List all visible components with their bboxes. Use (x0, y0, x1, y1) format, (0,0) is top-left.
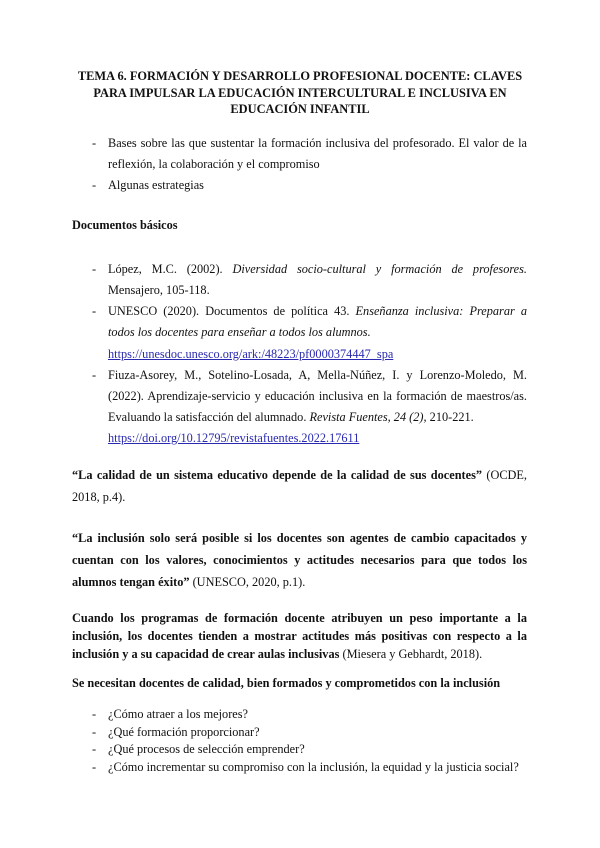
title-line: EDUCACIÓN INFANTIL (230, 102, 370, 117)
reference-link[interactable]: https://doi.org/10.12795/revistafuentes.2022.17611 (108, 431, 360, 446)
question-item: - ¿Cómo incrementar su compromiso con la inclusión, la equidad y la justicia social? (72, 759, 527, 777)
reference-title: Diversidad socio-cultural y formación de profesores. (232, 262, 527, 276)
statement-text: Cuando los programas de formación docente atribuyen un peso importante a la inclusión, los docentes tienden a mostrar actitudes más positivas con respecto a la inclusión y a su capacidad de crear aulas inclusivas (72, 611, 527, 662)
references-list (72, 259, 527, 449)
quote-text: “La inclusión solo será posible si los docentes son agentes de cambio capacitados y cuentan con los valores, conocimientos y actitudes necesarios para que todos los alumnos tengan éxito” (72, 531, 527, 589)
reference-text: López, M.C. (2002). (108, 262, 233, 276)
quote-text: “La calidad de un sistema educativo depende de la calidad de sus docentes” (72, 468, 483, 482)
title-line: PARA IMPULSAR LA EDUCACIÓN INTERCULTURAL E INCLUSIVA EN (93, 85, 507, 100)
title-line: TEMA 6. FORMACIÓN Y DESARROLLO PROFESIONAL DOCENTE: CLAVES (77, 69, 523, 83)
question-item: - ¿Cómo atraer a los mejores? (72, 706, 527, 724)
topic-item: - Bases sobre las que sustentar la formación inclusiva del profesorado. El valor de la reflexión, la colaboración y el compromiso (72, 133, 527, 175)
reference-text: Mensajero, 105-118. (108, 283, 210, 298)
document-title (70, 68, 530, 118)
reference-title: Enseñanza inclusiva: Preparar a todos los docentes para enseñar a todos los alumnos. (108, 304, 527, 340)
reference-item (72, 259, 527, 301)
section-heading: Documentos básicos (72, 218, 178, 232)
topic-item: - Algunas estrategias (72, 175, 527, 196)
quote-ocde (72, 465, 527, 509)
question-item: - ¿Qué procesos de selección emprender? (72, 741, 527, 759)
reference-link[interactable]: https://unesdoc.unesco.org/ark:/48223/pf0000374447_spa (108, 346, 394, 361)
inclusion-statement (72, 609, 527, 664)
reference-title: Revista Fuentes, 24 (2), (309, 409, 427, 424)
reference-text: UNESCO (2020). Documentos de política 43. (108, 304, 356, 319)
reference-text: 210-221. (426, 409, 474, 424)
reference-item (72, 301, 527, 364)
topics-list (72, 133, 527, 196)
question-item: - ¿Qué formación proporcionar? (72, 724, 527, 742)
quote-citation: (OCDE, 2018, p.4). (72, 468, 528, 504)
section-heading: Se necesitan docentes de calidad, bien formados y comprometidos con la inclusión (72, 676, 501, 690)
quote-unesco (72, 528, 527, 594)
reference-text: Fiuza-Asorey, M., Sotelino-Losada, A, Mella-Núñez, I. y Lorenzo-Moledo, M. (2022). Aprendizaje-servicio y educación inclusiva en la formación de maestros/as. Evaluando la satisfacción del alumnado. (108, 367, 527, 424)
quote-citation: (UNESCO, 2020, p.1). (189, 574, 306, 589)
reference-item (72, 365, 527, 450)
questions-list (72, 706, 527, 776)
statement-citation: (Miesera y Gebhardt, 2018). (339, 647, 483, 662)
